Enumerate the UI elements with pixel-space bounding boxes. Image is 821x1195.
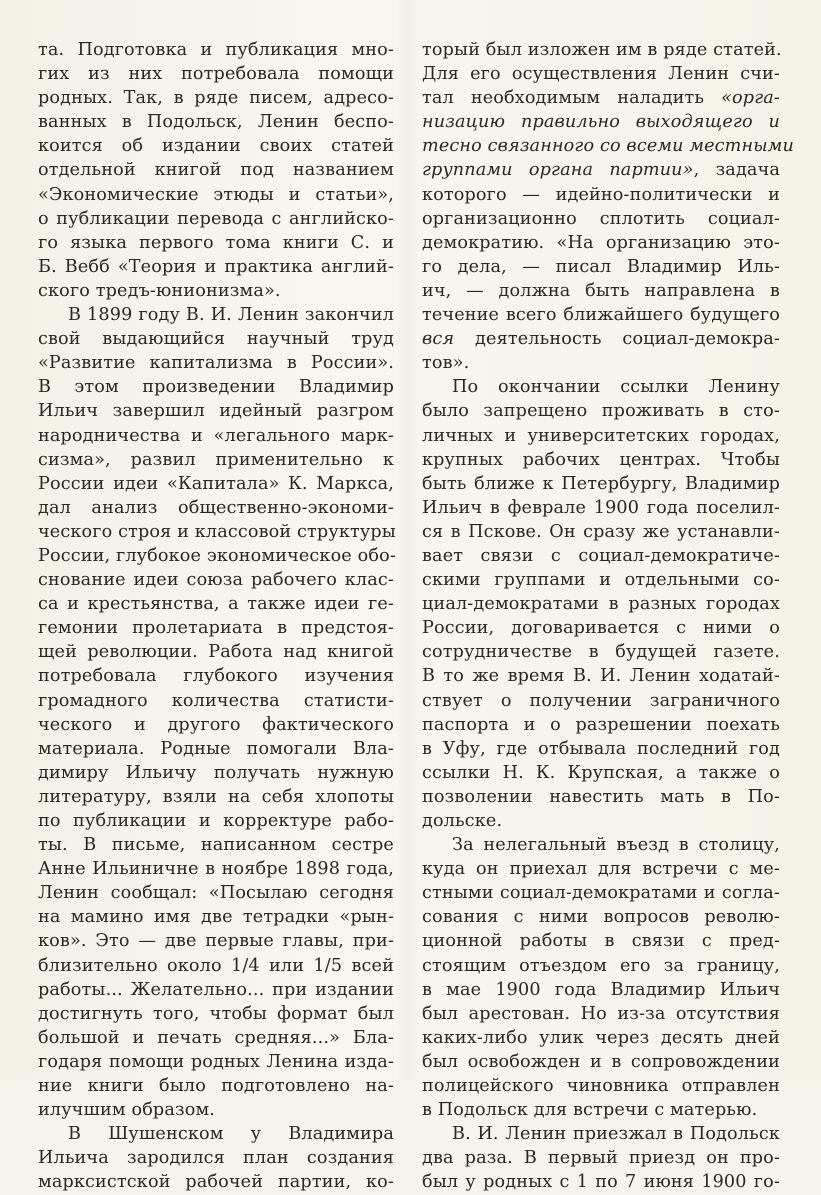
text-line: в Уфу, где отбывала последний год bbox=[422, 738, 780, 759]
text-line: материала. Родные помогали Вла- bbox=[38, 738, 394, 759]
text-line: го языка первого тома книги С. и bbox=[38, 232, 394, 253]
text-line: организационно сплотить социал- bbox=[422, 208, 780, 229]
text-line: стоящим отъездом его за границу, bbox=[422, 955, 780, 976]
text-line: тов». bbox=[422, 353, 470, 374]
text-line: в мае 1900 года Владимир Ильич bbox=[422, 979, 780, 1000]
text-line: свой выдающийся научный труд bbox=[38, 329, 394, 350]
text-line: ческого и другого фактического bbox=[38, 714, 394, 735]
text-line: Для его осуществления Ленин счи- bbox=[422, 64, 780, 85]
text-line: По окончании ссылки Ленину bbox=[452, 377, 780, 398]
text-line: куда он приехал для встречи с ме- bbox=[422, 859, 780, 880]
text-line: В 1899 году В. И. Ленин закончил bbox=[68, 305, 394, 326]
text-line: снование идеи союза рабочего клас- bbox=[38, 570, 394, 591]
text-line: годаря помощи родных Ленина изда- bbox=[38, 1051, 394, 1072]
text-line: вает связи с социал-демократиче- bbox=[422, 545, 780, 566]
text-line: ты. В письме, написанном сестре bbox=[38, 835, 394, 856]
text-line: позволении навестить мать в По- bbox=[422, 786, 780, 807]
text-line: ние книги было подготовлено на- bbox=[38, 1076, 394, 1097]
text-line: был у родных с 1 по 7 июня 1900 го- bbox=[422, 1172, 780, 1193]
text-line: ствует о получении заграничного bbox=[422, 690, 780, 711]
text-line: В Шушенском у Владимира bbox=[68, 1124, 394, 1145]
text-line: ся в Пскове. Он сразу же устанавли- bbox=[422, 521, 780, 542]
column-gutter bbox=[396, 0, 420, 1080]
text-line: о публикации перевода с английско- bbox=[38, 208, 394, 229]
text-line: дал анализ общественно-экономи- bbox=[38, 497, 394, 518]
text-line: был освобожден и в сопровождении bbox=[422, 1051, 780, 1072]
text-line: сования с ними вопросов револю- bbox=[422, 907, 780, 928]
text-line: большой и печать средняя...» Бла- bbox=[38, 1027, 394, 1048]
text-line: по публикации и корректуре рабо- bbox=[38, 811, 394, 831]
text-line: марксистской рабочей партии, ко- bbox=[38, 1172, 394, 1193]
text-line: ского тредъ-юнионизма». bbox=[38, 280, 281, 301]
text-line: ческого строя и классовой структуры bbox=[38, 521, 396, 542]
text-line: крупных рабочих центрах. Чтобы bbox=[422, 449, 780, 470]
text-line: потребовала глубокого изучения bbox=[38, 666, 394, 687]
text-line: сотрудничестве в будущей газете. bbox=[422, 642, 780, 663]
text-line: группами органа партии», задача bbox=[422, 160, 780, 181]
text-line: паспорта и о разрешении поехать bbox=[422, 714, 780, 735]
text-line: на мамино имя две тетрадки «рын- bbox=[38, 907, 394, 928]
text-line: ков». Это — две первые главы, при- bbox=[38, 931, 394, 952]
text-line: ционной работы в связи с пред- bbox=[422, 931, 780, 952]
text-line: два раза. В первый приезд он про- bbox=[422, 1148, 780, 1169]
text-line: достигнуть того, чтобы формат был bbox=[38, 1003, 394, 1024]
text-line: стными социал-демократами и согла- bbox=[422, 883, 780, 904]
text-line: В то же время В. И. Ленин ходатай- bbox=[422, 666, 780, 687]
text-line: отдельной книгой под названием bbox=[38, 160, 394, 181]
text-line: гих из них потребовала помощи bbox=[38, 64, 394, 85]
text-line: ич, — должна быть направлена в bbox=[422, 280, 780, 301]
text-line: циал-демократами в разных городах bbox=[422, 594, 780, 615]
text-line: которого — идейно-политически и bbox=[422, 184, 780, 205]
text-line: скими группами и отдельными со- bbox=[422, 570, 780, 591]
text-line: полицейского чиновника отправлен bbox=[422, 1076, 780, 1097]
text-line: низацию правильно выходящего и bbox=[422, 112, 780, 133]
text-line: Б. Вебб «Теория и практика англий- bbox=[38, 256, 394, 277]
text-line: «Экономические этюды и статьи», bbox=[38, 184, 394, 205]
text-line: са и крестьянства, а также идеи ге- bbox=[38, 594, 394, 615]
text-line: России, договаривается с ними о bbox=[422, 618, 780, 639]
text-line: торый был изложен им в ряде статей. bbox=[422, 40, 782, 60]
text-line: В этом произведении Владимир bbox=[38, 377, 394, 398]
text-line: Ильич завершил идейный разгром bbox=[38, 401, 394, 422]
text-line: коится об издании своих статей bbox=[38, 136, 394, 157]
text-line: ванных в Подольск, Ленин беспо- bbox=[38, 112, 394, 133]
text-line: щей революции. Работа над книгой bbox=[38, 642, 394, 663]
right-column bbox=[422, 38, 794, 1195]
text-line: близительно около 1/4 или 1/5 всей bbox=[38, 955, 394, 976]
text-line: личных и университетских городах, bbox=[422, 425, 780, 446]
text-line: демократию. «На организацию это- bbox=[422, 232, 780, 253]
text-line: литературу, взяли на себя хлопоты bbox=[38, 786, 394, 807]
text-line: За нелегальный въезд в столицу, bbox=[452, 835, 780, 856]
text-line: илучшим образом. bbox=[38, 1100, 216, 1121]
text-line: го дела, — писал Владимир Иль- bbox=[422, 256, 780, 277]
text-line: димиру Ильичу получать нужную bbox=[38, 762, 394, 783]
text-line: родных. Так, в ряде писем, адресо- bbox=[38, 88, 394, 109]
text-line: народничества и «легального марк- bbox=[38, 425, 394, 446]
text-line: гемонии пролетариата в предстоя- bbox=[38, 618, 394, 639]
text-line: дольске. bbox=[422, 811, 503, 831]
text-line: В. И. Ленин приезжал в Подольск bbox=[452, 1124, 780, 1145]
text-line: каких-либо улик через десять дней bbox=[422, 1027, 780, 1048]
left-column bbox=[38, 38, 394, 1195]
text-line: в Подольск для встречи с матерью. bbox=[422, 1100, 758, 1121]
text-line: России идеи «Капитала» К. Маркса, bbox=[38, 473, 394, 494]
text-line: ссылки Н. К. Крупская, а также о bbox=[422, 762, 780, 783]
text-line: Анне Ильиничне в ноябре 1898 года, bbox=[38, 859, 394, 880]
text-line: тесно связанного со всеми местными bbox=[422, 136, 794, 157]
text-line: вся деятельность социал-демокра- bbox=[422, 329, 780, 350]
text-line: громадного количества статисти- bbox=[38, 690, 394, 711]
text-line: та. Подготовка и публикация мно- bbox=[38, 40, 394, 60]
text-line: быть ближе к Петербургу, Владимир bbox=[422, 473, 780, 494]
text-line: тал необходимым наладить «орга- bbox=[422, 88, 780, 109]
text-line: было запрещено проживать в сто- bbox=[422, 401, 780, 422]
text-line: Ильича зародился план создания bbox=[38, 1148, 394, 1169]
text-line: России, глубокое экономическое обо- bbox=[38, 545, 396, 566]
text-line: Ильич в феврале 1900 года поселил- bbox=[422, 497, 780, 518]
text-line: «Развитие капитализма в России». bbox=[38, 353, 394, 374]
text-line: течение всего ближайшего будущего bbox=[422, 305, 780, 326]
text-line: был арестован. Но из-за отсутствия bbox=[422, 1003, 780, 1024]
text-line: сизма», развил применительно к bbox=[38, 449, 394, 470]
text-line: работы... Желательно... при издании bbox=[38, 979, 394, 1000]
text-line: Ленин сообщал: «Посылаю сегодня bbox=[38, 883, 394, 904]
